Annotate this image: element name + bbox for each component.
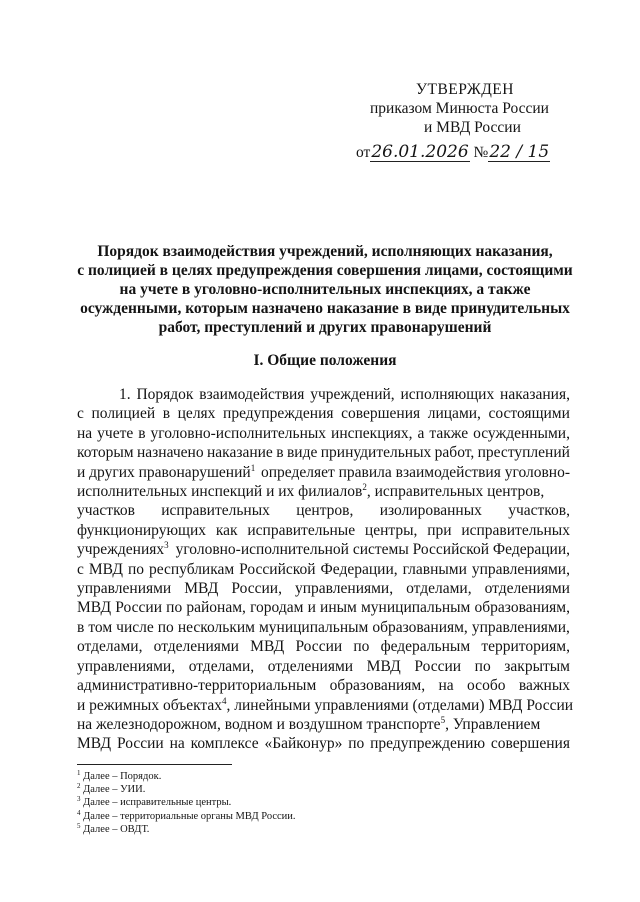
footnote-text: Далее – исправительные центры. [83,797,232,809]
word: центры, [364,521,418,539]
title-line: Порядок взаимодействия учреждений, исполняющих наказания, [97,243,553,260]
word: лицами, [427,405,481,423]
word: по [157,618,174,636]
footnote-divider [77,764,232,765]
word: учете [97,424,134,442]
approval-issuer-line: приказом Минюста России [370,100,549,117]
word: федеральным [380,638,471,656]
word: преступлений [477,444,570,462]
word: наказание [206,444,273,462]
word: МВД [88,560,123,578]
word: МВД [184,580,219,598]
text-part: исполнительных инспекций и их филиалов [77,483,363,501]
text-segment: определяет правила взаимодействия уголовно- [261,463,570,481]
footnote-number: 4 [77,808,81,817]
word: России [295,638,343,656]
word: по [474,657,491,675]
title-line: с полицией в целях предупреждения совершения лицами, состоящими [77,262,573,279]
text-part: учреждениях [77,541,165,559]
word: исправительных [161,502,270,520]
text-part: и режимных объектах [77,696,223,714]
word: административно-территориальным [77,677,317,695]
word: России [414,657,462,675]
word: при [427,521,452,539]
word: на [438,677,454,695]
title-line: работ, преступлений и других правонарушений [158,319,492,336]
footnote-text: Далее – ОВДТ. [83,823,150,835]
word: муниципальным [361,599,471,617]
word: особо [467,677,506,695]
word: принудительных [320,444,432,462]
word: управлениями [77,580,172,598]
text-line [77,463,570,482]
word: и [307,599,316,617]
word: учреждений, [310,386,395,403]
footnote-ref: 1 [250,462,256,473]
text-part: , Управлением [445,715,541,733]
footnote-item [77,823,577,836]
text-segment [77,696,573,715]
text-line [77,482,570,501]
word: МВД [366,657,401,675]
word: как [215,521,238,539]
word: управлениями, [295,580,394,598]
word: управлениями, [471,618,570,636]
word: предупреждению [370,735,486,753]
word: России [115,599,162,617]
word: совершения [490,735,570,753]
title-line: осужденными, которым назначено наказание в виде принудительных [80,300,570,317]
footnote-number: 5 [77,821,81,830]
word: главными [402,560,467,578]
word: образованиям, [372,618,468,636]
document-title [70,242,580,337]
text-segment [77,463,255,482]
word: МВД [77,599,112,617]
word: образованиям, [329,677,426,695]
word: комплексе [190,735,259,753]
word: участков [77,502,135,520]
word: управлениями, [471,560,570,578]
word: республикам [148,560,235,578]
footnote-item [77,810,577,823]
text-line [77,579,570,598]
word: закрытым [504,657,570,675]
word: отделами, [77,638,143,656]
footnote-item [77,783,577,796]
word: нескольким [177,618,255,636]
text-line [77,637,570,656]
word: также [429,424,469,442]
text-part: , линейными управлениями (отделами) МВД России [226,696,574,714]
text-line [77,560,570,579]
word: а [417,424,425,442]
number-prefix: № [473,144,489,161]
word: виде [286,444,318,462]
word: центров, [296,502,354,520]
word: управлениями, [77,657,176,675]
approval-stamp [356,80,596,162]
word: России [116,735,164,753]
text-segment: уголовно-исполнительной системы Российской Федерации, [175,541,570,559]
word: 1. [119,386,131,403]
word: городам [250,599,304,617]
word: полицией [91,405,156,423]
word: на [77,424,93,442]
text-line [77,715,570,734]
approval-title: УТВЕРЖДЕН [416,81,514,98]
word: изолированных [379,502,482,520]
word: МВД [250,638,285,656]
word: муниципальным [258,618,369,636]
word: инспекциях, [331,424,413,442]
text-segment [77,482,544,501]
text-line [77,501,570,520]
footnote-number: 3 [77,795,81,804]
word: отделами, [406,580,472,598]
footnote-item [77,770,577,783]
text-line [77,443,570,462]
word: отделениями [484,580,570,598]
footnote-text: Далее – территориальные органы МВД России. [83,810,296,822]
footnote-text: Далее – Порядок. [83,771,162,782]
text-part: и других правонарушений [77,463,251,481]
word: целях [177,405,216,423]
word: в [162,405,171,423]
text-line [77,521,570,540]
footnotes [77,770,577,836]
footnote-number: 1 [77,769,81,777]
text-line [77,598,570,617]
text-line [77,404,570,423]
word: исправительных [461,521,570,539]
word: Федерации, [320,560,398,578]
word: состоящими [488,405,570,423]
word: отделами, [188,657,255,675]
word: Российской [239,560,316,578]
word: МВД [77,735,112,753]
word: в [138,424,146,442]
handwritten-date: 26.01.2026 [371,142,469,162]
footnote-ref: 2 [362,482,367,493]
text-line [77,618,570,637]
word: уголовно-исполнительных [150,424,327,442]
word: том [88,618,113,636]
word: по [348,735,365,753]
word: числе [116,618,154,636]
footnote-ref: 3 [164,540,169,551]
word: России, [231,580,282,598]
footnote-ref: 4 [222,695,227,706]
word: важных [518,677,570,695]
word: назначено [137,444,204,462]
word: взаимодействия [199,386,305,403]
footnote-item [77,796,577,809]
word: наказания, [500,386,570,403]
footnote-ref: 5 [440,714,446,725]
text-line [77,695,574,715]
word: осужденными, [473,424,570,442]
word: по [166,599,183,617]
handwritten-number: 22 / 15 [489,142,550,162]
word: в [276,444,284,462]
word: исполняющих [400,386,495,403]
word: по [127,560,144,578]
word: предупреждения [223,405,334,423]
text-part: , исправительных центров, [366,483,545,501]
approval-issuer-line-2: и МВД России [424,119,521,136]
word: «Байконур» [264,735,343,753]
text-line [77,540,570,559]
word: районам, [186,599,246,617]
approval-date-number [356,143,596,162]
text-line [77,385,570,404]
text-line [77,657,570,676]
date-prefix: от [356,144,371,161]
footnote-number: 2 [77,782,81,791]
text-segment [77,540,169,559]
word: образованиям, [474,599,570,617]
word: территориям, [481,638,570,656]
text-line [77,424,570,443]
word: по [353,638,370,656]
word: которым [77,444,134,462]
text-segment [77,715,540,734]
word: участков, [508,502,570,520]
word: с [77,560,84,578]
word: Порядок [136,386,194,403]
word: иным [320,599,357,617]
text-part: на железнодорожном, водном и воздушном транспорте [77,715,441,733]
text-line [77,676,570,695]
title-line: на учете в уголовно-исполнительных инспекциях, а также [119,281,531,298]
word: на [169,735,185,753]
paragraph-1 [77,385,574,754]
word: функционирующих [77,521,207,539]
word: работ, [434,444,475,462]
word: совершения [341,405,421,423]
text-line [77,734,570,753]
word: в [77,618,85,636]
word: исправительные [247,521,356,539]
footnote-text: Далее – УИИ. [83,784,146,796]
word: отделениями [267,657,354,675]
word: отделениями [153,638,239,656]
word: с [77,405,84,423]
section-heading: I. Общие положения [253,352,397,369]
